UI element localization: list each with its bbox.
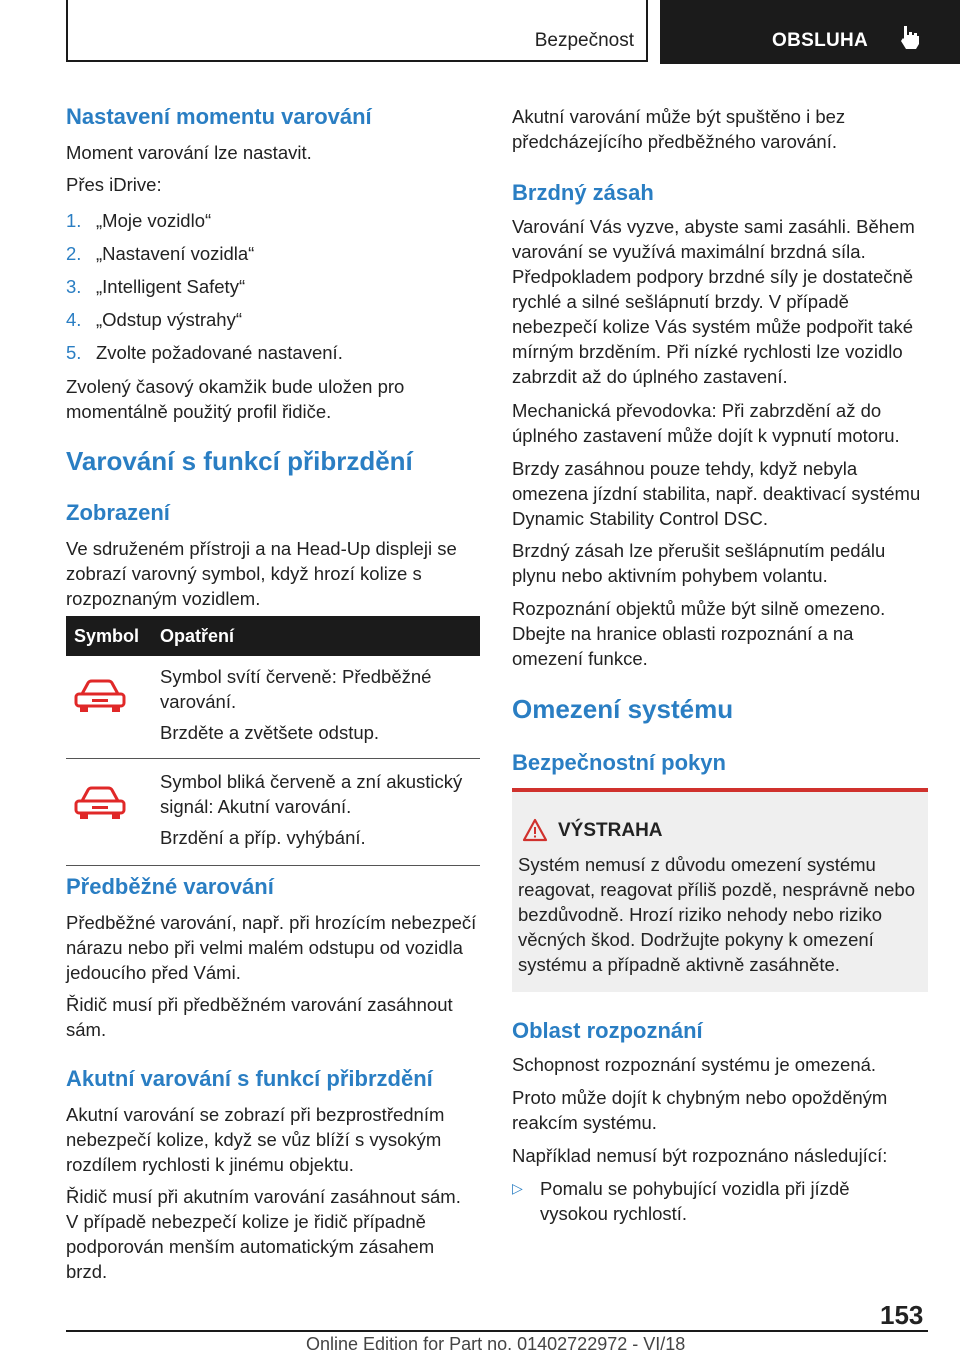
table-cell-line: Brzděte a zvětšete odstup.: [160, 722, 380, 743]
warning-triangle-icon: [522, 818, 548, 842]
car-warning-icon: [72, 678, 128, 714]
heading-acute-warning: Akutní varování s funkcí přibrzdění: [66, 1066, 433, 1091]
list-text: Pomalu se pohybující vozidla při jízdě vysokou rychlostí.: [540, 1178, 850, 1224]
header-chapter-tab: [660, 0, 960, 64]
page-number: 153: [880, 1300, 924, 1330]
list-number: 1.: [66, 210, 82, 231]
heading-pre-warning: Předběžné varování: [66, 874, 274, 899]
heading-display: Zobrazení: [66, 500, 170, 525]
list-number: 2.: [66, 243, 82, 264]
list-text: „Moje vozidlo“: [96, 210, 212, 231]
symbol-table: [66, 616, 480, 866]
paragraph: Schopnost rozpoznání systému je omezená.: [512, 1054, 877, 1075]
paragraph: Akutní varování se zobrazí při bezprostředním nebezpečí kolize, když se vůz blíží s vysokým rozdílem rychlosti k jinému objektu.: [66, 1104, 445, 1175]
paragraph: Rozpoznání objektů může být silně omezeno. Dbejte na hranice oblasti rozpoznání a na omezení funkce.: [512, 598, 886, 669]
paragraph: Předběžné varování, např. při hrozícím nebezpečí nárazu nebo při velmi malém odstupu od vozidla jedoucího před Vámi.: [66, 912, 477, 983]
table-cell: [160, 769, 476, 850]
paragraph: Přes iDrive:: [66, 174, 162, 195]
list-text: „Nastavení vozidla“: [96, 243, 255, 264]
header-section-tab: [66, 0, 648, 62]
header-chapter-label: OBSLUHA: [772, 30, 869, 51]
warning-text: Systém nemusí z důvodu omezení systému reagovat, reagovat příliš pozdě, nesprávně nebo bezdůvodně. Hrozí riziko nehody nebo riziko věcných škod. Dodržujte pokyny k omezení systému a případně aktivně zasáhněte.: [518, 854, 915, 975]
paragraph: Brzdy zasáhnou pouze tehdy, když nebyla omezena jízdní stabilita, např. deaktivací systému Dynamic Stability Control DSC.: [512, 458, 921, 529]
list-text: Zvolte požadované nastavení.: [96, 342, 343, 363]
table-cell-line: Symbol svítí červeně: Předběžné varování.: [160, 666, 432, 712]
heading-detection-area: Oblast rozpoznání: [512, 1018, 703, 1043]
paragraph: Brzdný zásah lze přerušit sešlápnutím pedálu plynu nebo aktivním pohybem volantu.: [512, 540, 886, 586]
header-section-label: Bezpečnost: [534, 30, 634, 51]
heading-system-limits: Omezení systému: [512, 694, 734, 724]
paragraph: Mechanická převodovka: Při zabrzdění až do úplného zastavení může dojít k vypnutí motoru.: [512, 400, 900, 446]
table-cell-line: Symbol bliká červeně a zní akustický signál: Akutní varování.: [160, 771, 463, 817]
footer-edition: Online Edition for Part no. 01402722972 - VI/18: [306, 1334, 686, 1354]
warning-title: VÝSTRAHA: [558, 820, 663, 841]
hand-pointer-icon: [896, 22, 924, 50]
footer-divider: [66, 1330, 928, 1332]
car-warning-icon: [72, 785, 128, 821]
list-text: „Intelligent Safety“: [96, 276, 246, 297]
heading-warning-brake: Varování s funkcí přibrzdění: [66, 446, 413, 476]
table-cell-line: Brzdění a příp. vyhýbání.: [160, 827, 366, 848]
table-row: [66, 769, 480, 866]
warning-box: [512, 788, 928, 992]
paragraph: Řidič musí při předběžném varování zasáhnout sám.: [66, 994, 453, 1040]
list-number: 3.: [66, 276, 82, 297]
paragraph: Zvolený časový okamžik bude uložen pro momentálně použitý profil řidiče.: [66, 376, 405, 422]
heading-brake-intervention: Brzdný zásah: [512, 180, 654, 205]
list-text: „Odstup výstrahy“: [96, 309, 242, 330]
table-header-action: Opatření: [160, 626, 235, 646]
triangle-bullet-icon: ▷: [512, 1180, 523, 1196]
list-number: 4.: [66, 309, 82, 330]
paragraph: Ve sdruženém přístroji a na Head-Up displeji se zobrazí varovný symbol, když hrozí kolize s rozpoznaným vozidlem.: [66, 538, 457, 609]
table-cell: [160, 664, 476, 745]
heading-safety-note: Bezpečnostní pokyn: [512, 750, 726, 775]
list-number: 5.: [66, 342, 82, 363]
paragraph: Například nemusí být rozpoznáno následující:: [512, 1145, 888, 1166]
paragraph: Moment varování lze nastavit.: [66, 142, 312, 163]
table-header: [66, 616, 480, 656]
table-row: [66, 664, 480, 759]
paragraph: Varování Vás vyzve, abyste sami zasáhli. Během varování se využívá maximální brzdná síla. Předpokladem podpory brzdné síly je dostatečně rychlé a silné sešlápnutí brzdy. V případě nebezpečí kolize Vás systém může podpořit také mírným brzděním. Při nízké rychlosti lze vozidlo zabrzdit až do úplného zastavení.: [512, 216, 915, 387]
paragraph: Akutní varování může být spuštěno i bez předcházejícího předběžného varování.: [512, 106, 846, 152]
paragraph: Řidič musí při akutním varování zasáhnout sám. V případě nebezpečí kolize je řidič případně podporován menším automatickým zásahem brzd.: [66, 1186, 461, 1282]
heading-warning-moment: Nastavení momentu varování: [66, 104, 372, 129]
paragraph: Proto může dojít k chybným nebo opožděným reakcím systému.: [512, 1087, 888, 1133]
table-header-symbol: Symbol: [74, 626, 140, 646]
